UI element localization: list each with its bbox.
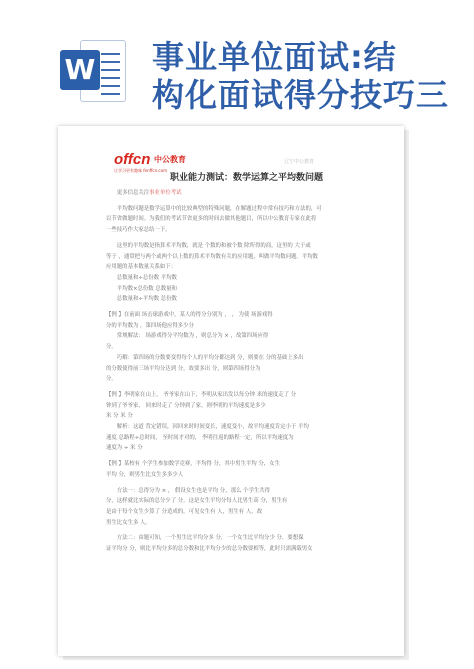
logo-tagline: 让学习更有趣味 fenffcn.com: [114, 168, 167, 173]
body-line: [106, 470, 364, 481]
body-line-text: 方法二：由题可知，一个男生比平均分多 分，一个女生比平均分少 分，要想保: [116, 535, 304, 542]
body-line: [106, 533, 364, 544]
body-line: [106, 459, 364, 470]
body-line-text: 分。: [106, 376, 117, 383]
body-line: [106, 433, 364, 444]
title-line-2: 构化面试得分技巧三: [152, 76, 450, 114]
body-line: [106, 262, 364, 273]
body-link-text[interactable]: 事业单位考试: [149, 190, 182, 196]
document-title: 职业能力测试：数学运算之平均数问题: [170, 173, 324, 183]
body-line: [106, 518, 364, 529]
body-line: [106, 214, 364, 225]
title-line-1: 事业单位面试:结: [152, 38, 397, 76]
document-body: [106, 188, 364, 555]
body-line-text: 常规解法： 场游戏得分平均数为 ，则总分为 × ，故第四场应得: [116, 333, 269, 340]
body-line: [106, 364, 364, 375]
watermark-text: 辽宁中公教育: [284, 159, 315, 165]
body-line: [106, 411, 364, 422]
body-line: [106, 353, 364, 364]
body-line-text: 更多信息关注: [116, 190, 150, 196]
body-line-text: 巧解：第四场的分数要变得每个人的平均分都达到 分，则要在 分的基础上多出: [116, 354, 304, 361]
header-banner: [0, 0, 474, 120]
body-line-text: 是由于每个女生少算了 分造成的，可见女生有 人，男生有 人，故: [106, 508, 263, 515]
body-line: [106, 273, 364, 284]
body-line-text: 钟到了爷爷家， 回来时走了 分钟到了家，则李明的平均速度是多少: [106, 402, 266, 409]
body-line: [106, 310, 364, 321]
body-line-text: 速度 总路程÷总时间， 至时间才对的， 李明往返的路程一定，所以平均速度为: [106, 434, 294, 441]
body-line: [106, 331, 364, 342]
body-line-text: 分的平均数为 ，第四场他应得多少分: [106, 322, 194, 329]
body-line-text: 米 分 米 分: [106, 413, 133, 420]
body-line: [106, 204, 364, 215]
body-line-text: 以节省做题时间。为我们的考试节省更多的时间去做其他题目，所以中公教育专家在此将: [106, 216, 317, 223]
body-line-text: 等于 ，通常把与两个或两个以上数的算术平均数有关的应用题，叫做平均数问题。平均数: [106, 253, 318, 260]
body-line: [106, 374, 364, 385]
body-line-text: 方法一：总得分为 × ， 假设女生也是平均 分，那么 个学生共得: [116, 487, 271, 494]
body-line: [106, 422, 364, 433]
document-page: [58, 126, 404, 656]
body-line: [106, 486, 364, 497]
page-title: [152, 38, 462, 114]
body-line: [106, 342, 364, 353]
body-line-text: 应用题的基本数量关系如下：: [106, 264, 177, 271]
body-line: [106, 294, 364, 305]
word-letter-badge: W: [60, 50, 100, 90]
body-line: [106, 443, 364, 454]
body-line: [106, 188, 364, 199]
body-line-text: 平均 分，则男生比女生多多少人: [106, 471, 184, 478]
body-line-text: 这里的平均数是指算术平均数，就是 个数的和被个数 除所得的商，这里的 大于或: [116, 242, 311, 249]
body-line-text: 分。: [106, 344, 117, 351]
body-line-text: 的分数使得前三场平均分达到 分，故要多出 分，则第四场得分为: [106, 365, 261, 372]
body-line: [106, 225, 364, 236]
body-line-text: 总数量和÷平均数 总份数: [116, 296, 177, 303]
logo-mark: offcn: [114, 151, 151, 168]
body-line: [106, 321, 364, 332]
body-line: [106, 496, 364, 507]
body-line: [106, 241, 364, 252]
body-line: [106, 390, 364, 401]
body-line-text: 速度为 ÷ 米 分: [106, 445, 143, 452]
body-line: [106, 401, 364, 412]
body-line-text: 证平均分 分，则比平均分多的总分数和比平均分少的总分数要相等，此时只需满载男女: [106, 546, 313, 553]
body-line: [106, 507, 364, 518]
body-line-text: 总数量和÷总份数 平均数: [116, 274, 177, 281]
body-line-text: 分，这样就比实际的总分少了 分，这是女生平均分每人比男生高 分，男生有: [106, 498, 288, 505]
logo-chinese-name: 中公教育: [154, 155, 186, 164]
body-line-text: 男生比女生多 人。: [106, 519, 151, 526]
body-line-text: 解析：这道 背定错误，因回来时时间变长，速度变小，故平均速度肯定小于 平均: [116, 424, 309, 431]
body-line-text: 平均数问题是数学运算中的比较典型的特殊问题，在解题过程中常有技巧和方法的，可: [116, 205, 322, 212]
body-line-text: 【例 】在前面 场击球游戏中，某人的得分分别为 ， ， 为使 场游戏得: [106, 312, 273, 319]
body-line: [106, 284, 364, 295]
body-line-text: 【例 】某校有 个学生参加数学竞赛，平均得 分，其中男生平均 分，女生: [106, 461, 280, 468]
body-line: [106, 252, 364, 263]
body-line-text: 一些技巧作大家总结一下。: [106, 227, 171, 234]
body-line-text: 平均数×总份数 总数量和: [116, 285, 177, 292]
word-document-icon: [58, 36, 128, 106]
body-line: [106, 544, 364, 555]
body-line-text: 【例 】李明家在山上， 爷爷家在山下，李明从家出发以每分钟 米的速度走了 分: [106, 391, 297, 398]
